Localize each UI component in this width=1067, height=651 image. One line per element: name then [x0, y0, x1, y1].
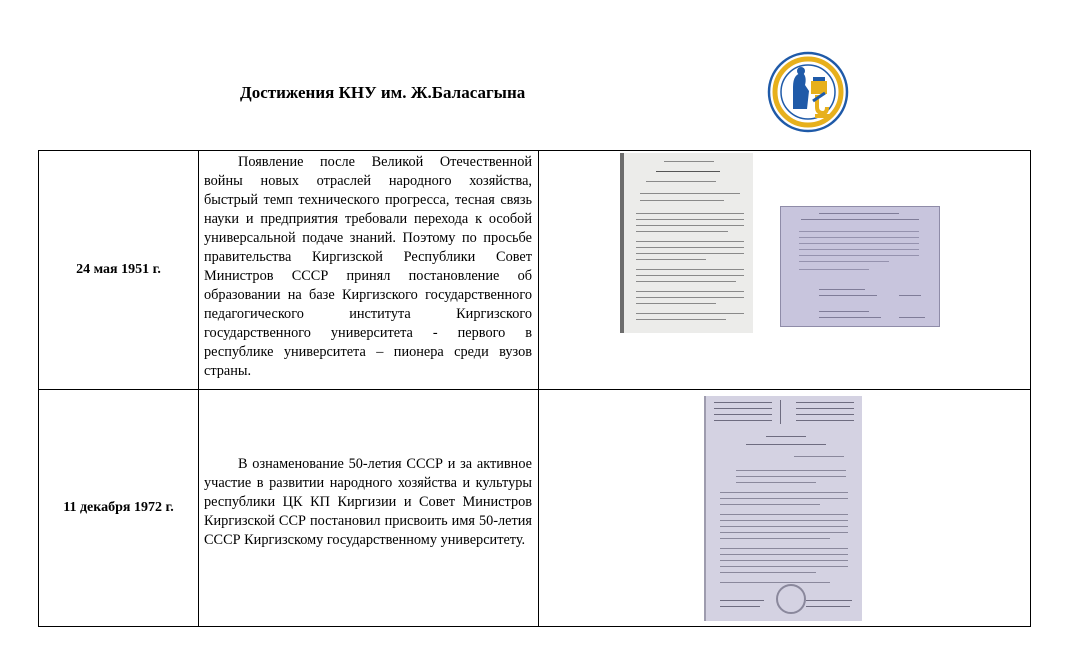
- table-column-divider: [198, 150, 199, 627]
- university-logo: [763, 51, 853, 133]
- table-border-top: [38, 150, 1031, 151]
- table-border-bottom: [38, 626, 1031, 627]
- row-description: Появление после Великой Отечественной войны новых отраслей народного хозяйства, быстрый темп технического прогресса, тесная связь науки и предприятия требовали перехода к особой универсальной подаче знаний. Поэтому по просьбе правительства Киргизской Республики Совет Министров СССР принял постановление об образовании на базе Киргизского государственного педагогического института Киргизского государственного университета - первого в республике университета – пионера среди вузов страны.: [204, 154, 532, 379]
- table-column-divider: [538, 150, 539, 627]
- row-date: 24 мая 1951 г.: [76, 262, 161, 277]
- page-title: Достижения КНУ им. Ж.Баласагына: [240, 83, 526, 102]
- achievements-table: [38, 150, 1031, 627]
- table-row-divider: [38, 389, 1031, 390]
- table-border-left: [38, 150, 39, 627]
- document-scan-1951-second-page: [780, 206, 940, 327]
- row-date: 11 декабря 1972 г.: [63, 500, 174, 515]
- document-scan-1972: [704, 396, 862, 621]
- table-border-right: [1030, 150, 1031, 627]
- document-scan-1951-first-page: [620, 153, 753, 333]
- row-description: В ознаменование 50-летия СССР и за активное участие в развитии народного хозяйства и культуры республики ЦК КП Киргизии и Совет Министров Киргизской ССР постановил присвоить имя 50-летия СССР Киргизскому государственному университету.: [204, 456, 532, 548]
